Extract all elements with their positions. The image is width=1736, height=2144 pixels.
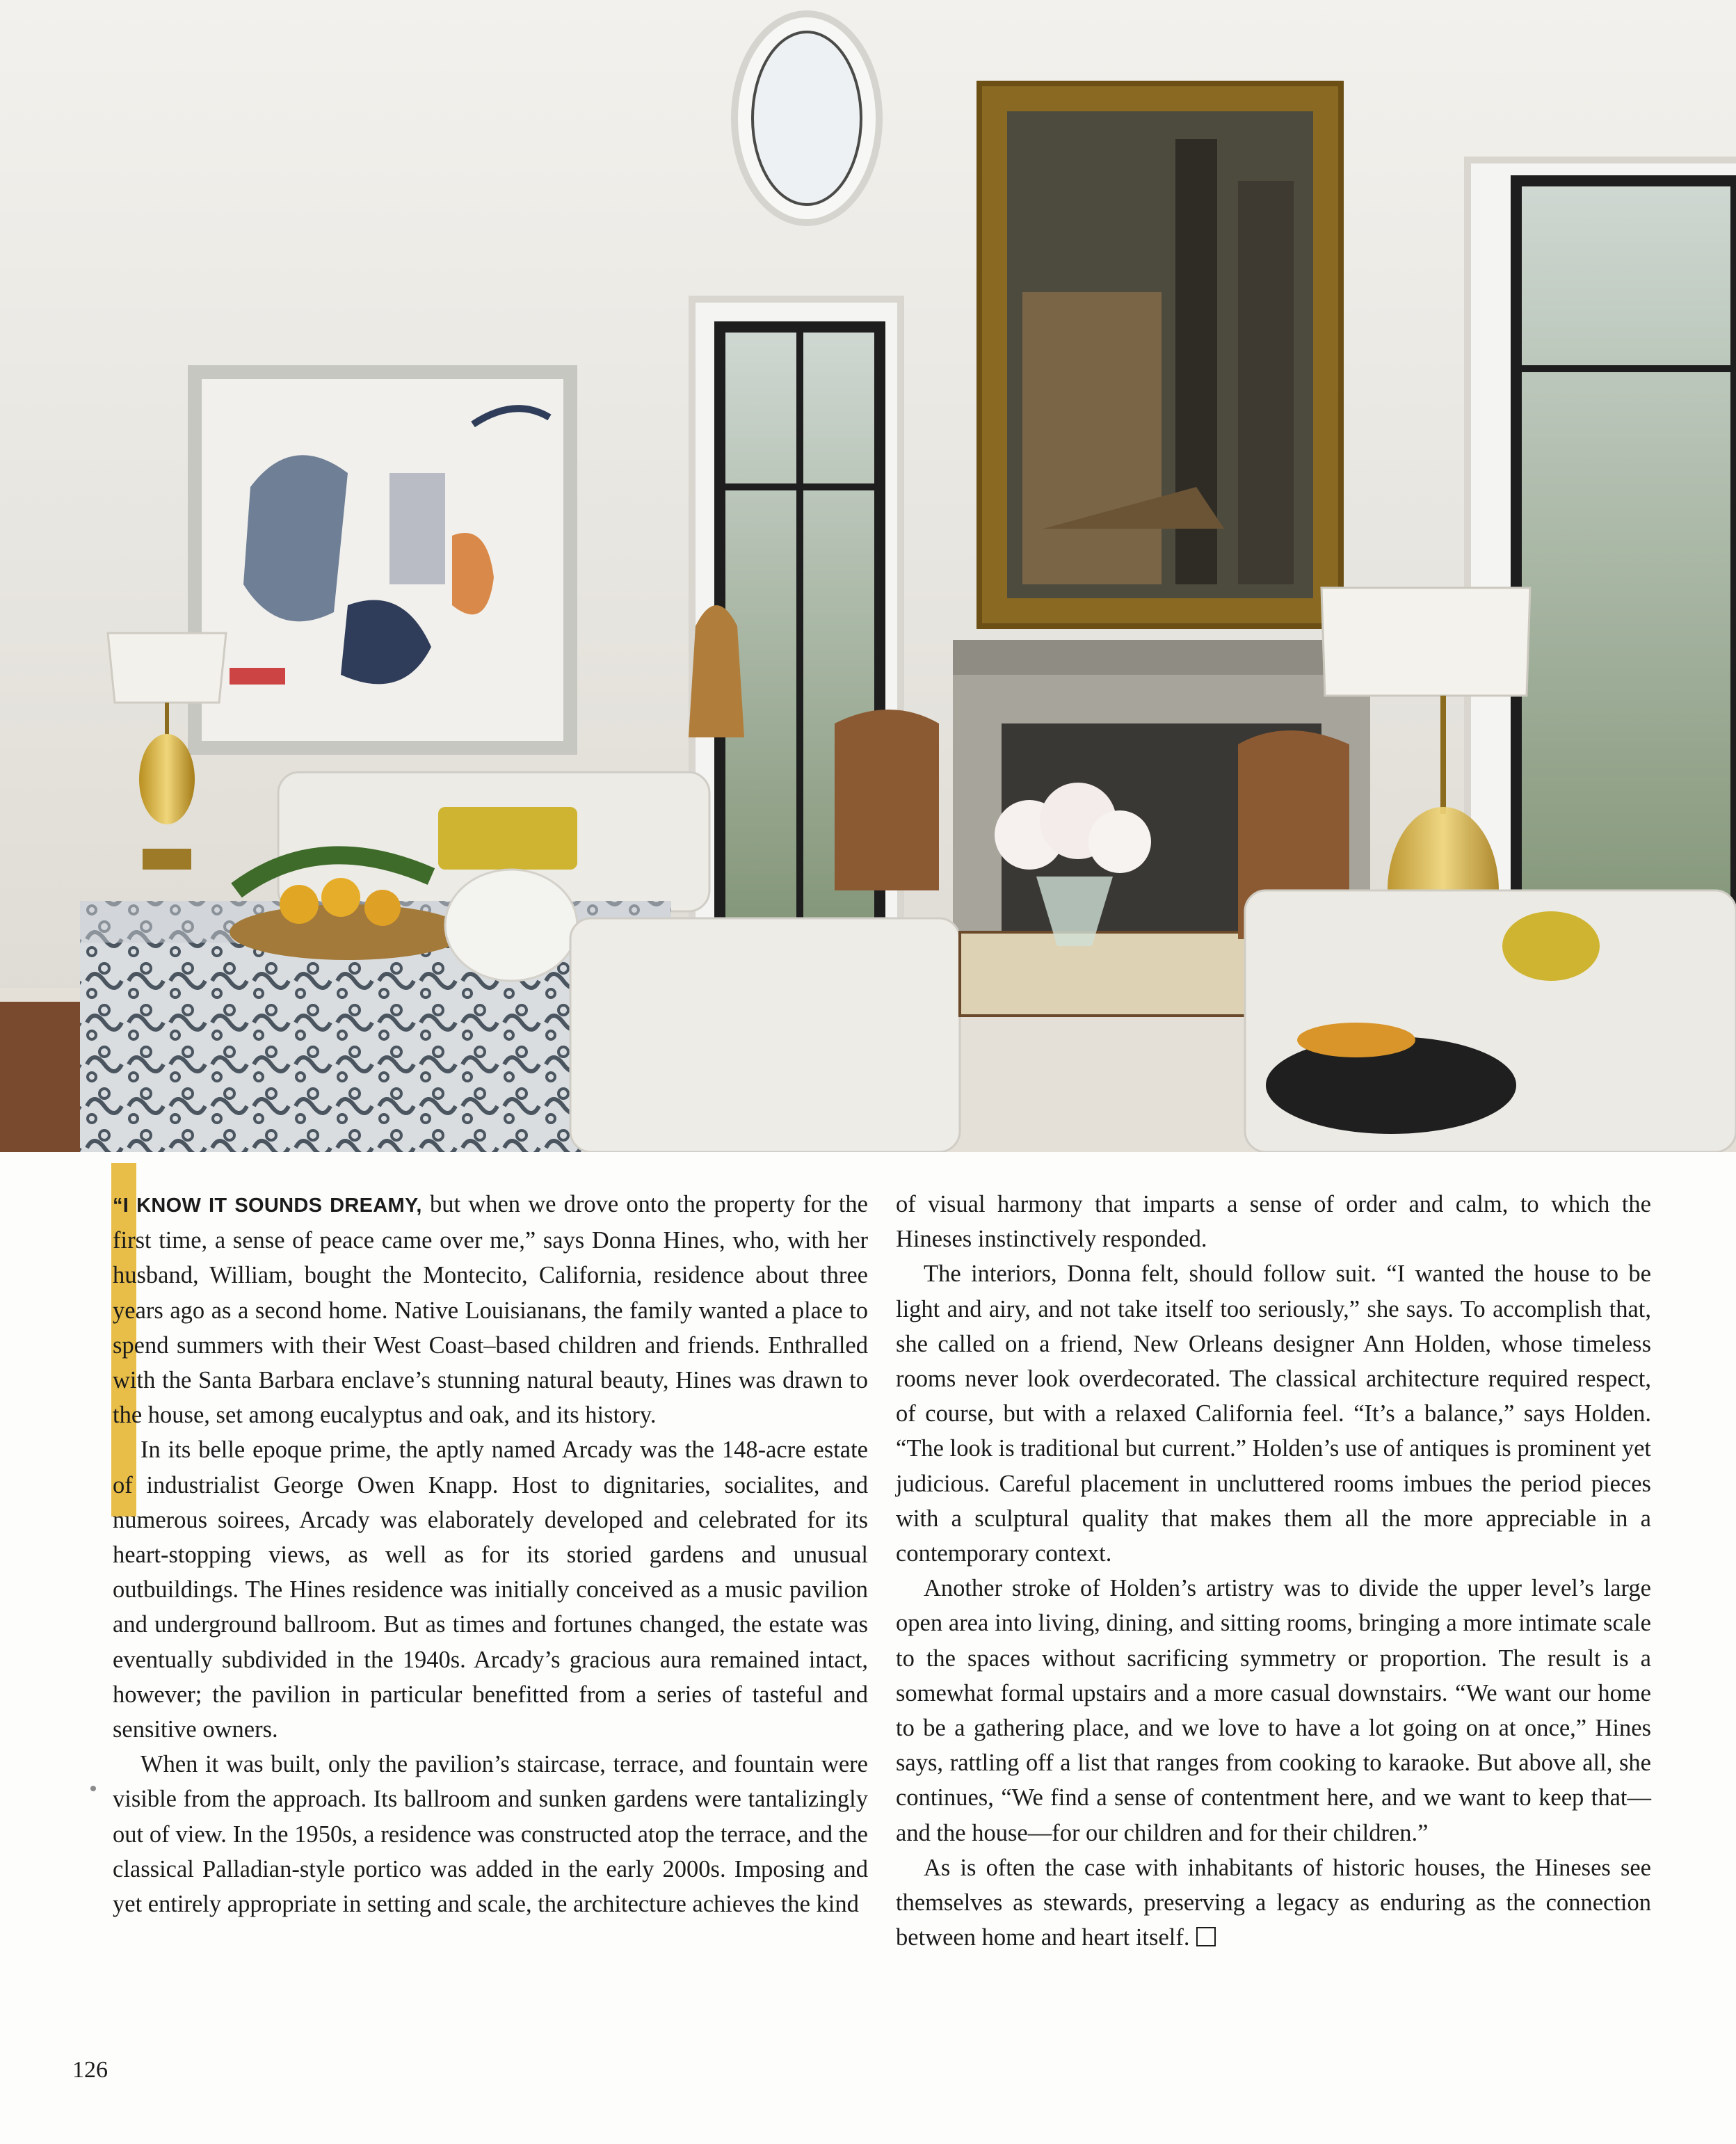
- paragraph-2: In its belle epoque prime, the aptly named Arcady was the 148-acre estate of industrialist George Owen Knapp. Host to dignitaries, socialites, and numerous soirees, Arcady was elaborately developed and celebrated for its heart-stopping views, as well as for its storied gardens and unusual outbuildings. The Hines residence was initially conceived as a music pavilion and underground ballroom. But as times and fortunes changed, the estate was eventually subdivided in the 1940s. Arcady’s gracious aura remained intact, however; the pavilion in particular benefitted from a series of tasteful and sensitive owners.: [113, 1437, 868, 1743]
- paragraph-3: When it was built, only the pavilion’s staircase, terrace, and fountain were visible from the approach. Its ballroom and sunken gardens were tantalizingly out of view. In the 1950s, a residence was constructed atop the terrace, and the classical Palladian-style portico was added in the early 2000s. Imposing and yet entirely appropriate in setting and scale, the architecture achieves the kind: [113, 1751, 868, 1918]
- paragraph-7-text: As is often the case with inhabitants of historic houses, the Hineses see themselves as stewards, preserving a legacy as enduring as the connection between home and heart itself.: [896, 1854, 1651, 1951]
- article-right-column: [896, 1187, 1651, 1955]
- page-number: 126: [72, 2057, 108, 2083]
- paragraph-7: [896, 1850, 1651, 1955]
- article-left-column: [113, 1187, 868, 1921]
- paragraph-1-text: but when we drove onto the property for the first time, a sense of peace came over me,” says Donna Hines, who, with her husband, William, bought the Montecito, California, residence about three years ago as a second home. Native Louisianans, the family wanted a place to spend summers with their West Coast–based children and friends. Enthralled with the Santa Barbara enclave’s stunning natural beauty, Hines was drawn to the house, set among eucalyptus and oak, and its history.: [113, 1191, 868, 1429]
- paragraph-6: Another stroke of Holden’s artistry was to divide the upper level’s large open area into living, dining, and sitting rooms, bringing a more intimate scale to the spaces without sacrificing symmetry or proportion. The result is a somewhat formal upstairs and a more casual downstairs. “We want our home to be a gathering place, and we love to have a lot going on at once,” Hines says, rattling off a list that ranges from cooking to karaoke. But above all, she continues, “We find a sense of contentment here, and we want to keep that—and the house—for our children and for their children.”: [896, 1575, 1651, 1846]
- paragraph-5: The interiors, Donna felt, should follow suit. “I wanted the house to be light and airy, and not take itself too seriously,” she says. To accomplish that, she called on a friend, New Orleans designer Ann Holden, whose timeless rooms never look overdecorated. The classical architecture required respect, of course, but with a relaxed California feel. “It’s a balance,” says Holden. “The look is traditional but current.” Holden’s use of antiques is prominent yet judicious. Careful placement in uncluttered rooms imbues the period pieces with a sculptural quality that makes them all the more appreciable in a contemporary context.: [896, 1261, 1651, 1567]
- end-mark-icon: [1196, 1927, 1216, 1946]
- paragraph-1: [113, 1187, 868, 1432]
- lead-in: “I KNOW IT SOUNDS DREAMY,: [113, 1194, 422, 1217]
- scan-speck: [90, 1786, 96, 1791]
- paragraph-4: of visual harmony that imparts a sense of order and calm, to which the Hineses instinctively responded.: [896, 1191, 1651, 1253]
